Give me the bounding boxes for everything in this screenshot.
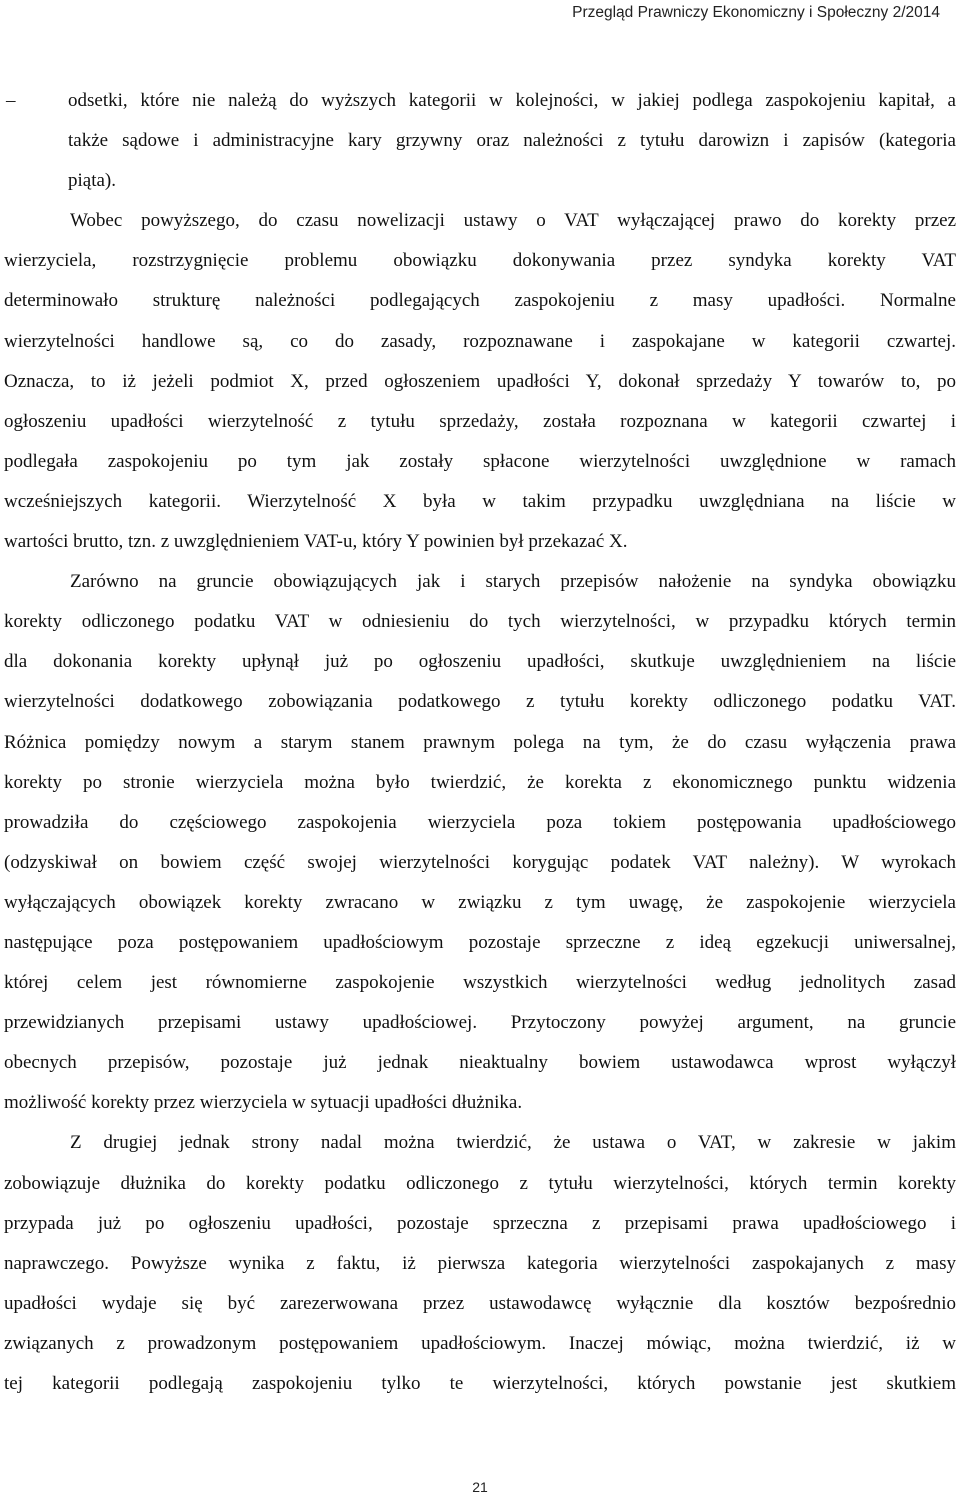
paragraph-line: korekty po stronie wierzyciela można było twierdzić, że korekta z ekonomicznego punktu widzenia	[4, 771, 956, 793]
paragraph-line: związanych z prowadzonym postępowaniem upadłościowym. Inaczej mówiąc, można twierdzić, iż w	[4, 1332, 956, 1354]
paragraph-2	[4, 562, 956, 1123]
paragraph-line: determinowało strukturę należności podlegających zaspokojeniu z masy upadłości. Normalne	[4, 290, 956, 312]
list-item-category-five	[4, 81, 956, 201]
paragraph-line: (odzyskiwał on bowiem część swojej wierzytelności korygując podatek VAT należny). W wyrokach	[4, 851, 956, 873]
paragraph-3	[4, 1123, 956, 1404]
page-body	[4, 81, 956, 1404]
paragraph-line: korekty odliczonego podatku VAT w odniesieniu do tych wierzytelności, w przypadku których termin	[4, 611, 956, 633]
paragraph-line: wartości brutto, tzn. z uwzględnieniem VAT-u, który Y powinien był przekazać X.	[4, 531, 628, 553]
paragraph-line: przewidzianych przepisami ustawy upadłościowej. Przytoczony powyżej argument, na gruncie	[4, 1012, 956, 1034]
paragraph-line: ogłoszeniu upadłości wierzytelność z tytułu sprzedaży, została rozpoznana w kategorii czwartej i	[4, 410, 956, 432]
paragraph-line: Z drugiej jednak strony nadal można twierdzić, że ustawa o VAT, w zakresie w jakim	[70, 1132, 956, 1154]
paragraph-line: wcześniejszych kategorii. Wierzytelność X była w takim przypadku uwzględniana na liście w	[4, 490, 956, 512]
journal-running-header: Przegląd Prawniczy Ekonomiczny i Społeczny 2/2014	[572, 4, 940, 21]
paragraph-line: naprawczego. Powyższe wynika z faktu, iż pierwsza kategoria wierzytelności zaspokajanych z masy	[4, 1252, 956, 1274]
list-item-line: odsetki, które nie należą do wyższych kategorii w kolejności, w jakiej podlega zaspokojeniu kapitał, a	[68, 90, 956, 111]
paragraph-line: następujące poza postępowaniem upadłościowym pozostaje sprzeczne z ideą egzekucji uniwersalnej,	[4, 931, 956, 953]
paragraph-line: dla dokonania korekty upłynął już po ogłoszeniu upadłości, skutkuje uwzględnieniem na liście	[4, 651, 956, 673]
paragraph-line: Wobec powyższego, do czasu nowelizacji ustawy o VAT wyłączającej prawo do korekty przez	[70, 210, 956, 232]
paragraph-line: wierzytelności handlowe są, co do zasady, rozpoznawane i zaspokajane w kategorii czwartej.	[4, 330, 956, 352]
dash-bullet: –	[6, 90, 16, 111]
list-item-line: także sądowe i administracyjne kary grzywny oraz należności z tytułu darowizn i zapisów (kategoria	[68, 130, 956, 152]
paragraph-line: podlegała zaspokojeniu po tym jak zostały spłacone wierzytelności uwzględnione w ramach	[4, 450, 956, 472]
list-item-line: piąta).	[68, 170, 117, 192]
paragraph-line: Oznacza, to iż jeżeli podmiot X, przed ogłoszeniem upadłości Y, dokonał sprzedaży Y towarów to, po	[4, 370, 956, 392]
paragraph-line: której celem jest równomierne zaspokojenie wszystkich wierzytelności według jednolitych zasad	[4, 972, 956, 994]
paragraph-line: Różnica pomiędzy nowym a starym stanem prawnym polega na tym, że do czasu wyłączenia prawa	[4, 731, 956, 753]
paragraph-line: obecnych przepisów, pozostaje już jednak nieaktualny bowiem ustawodawca wprost wyłączył	[4, 1052, 956, 1074]
paragraph-line: Zarówno na gruncie obowiązujących jak i starych przepisów nałożenie na syndyka obowiązku	[70, 571, 956, 593]
paragraph-line: wyłączających obowiązek korekty zwracano w związku z tym uwagę, że zaspokojenie wierzyciela	[4, 891, 956, 913]
page-number: 21	[472, 1479, 488, 1495]
paragraph-line: upadłości wydaje się być zarezerwowana przez ustawodawcę wyłącznie dla kosztów bezpośrednio	[4, 1292, 956, 1314]
paragraph-line: możliwość korekty przez wierzyciela w sytuacji upadłości dłużnika.	[4, 1092, 523, 1114]
paragraph-line: wierzytelności dodatkowego zobowiązania podatkowego z tytułu korekty odliczonego podatku VAT.	[4, 691, 956, 713]
paragraph-1	[4, 201, 956, 562]
paragraph-line: zobowiązuje dłużnika do korekty podatku odliczonego z tytułu wierzytelności, których termin korekty	[4, 1172, 956, 1194]
paragraph-line: wierzyciela, rozstrzygnięcie problemu obowiązku dokonywania przez syndyka korekty VAT	[4, 250, 956, 272]
paragraph-line: przypada już po ogłoszeniu upadłości, pozostaje sprzeczna z przepisami prawa upadłościowego i	[4, 1212, 956, 1234]
paragraph-line: prowadziła do częściowego zaspokojenia wierzyciela poza tokiem postępowania upadłościowego	[4, 811, 956, 833]
paragraph-line: tej kategorii podlegają zaspokojeniu tylko te wierzytelności, których powstanie jest skutkiem	[4, 1373, 956, 1394]
